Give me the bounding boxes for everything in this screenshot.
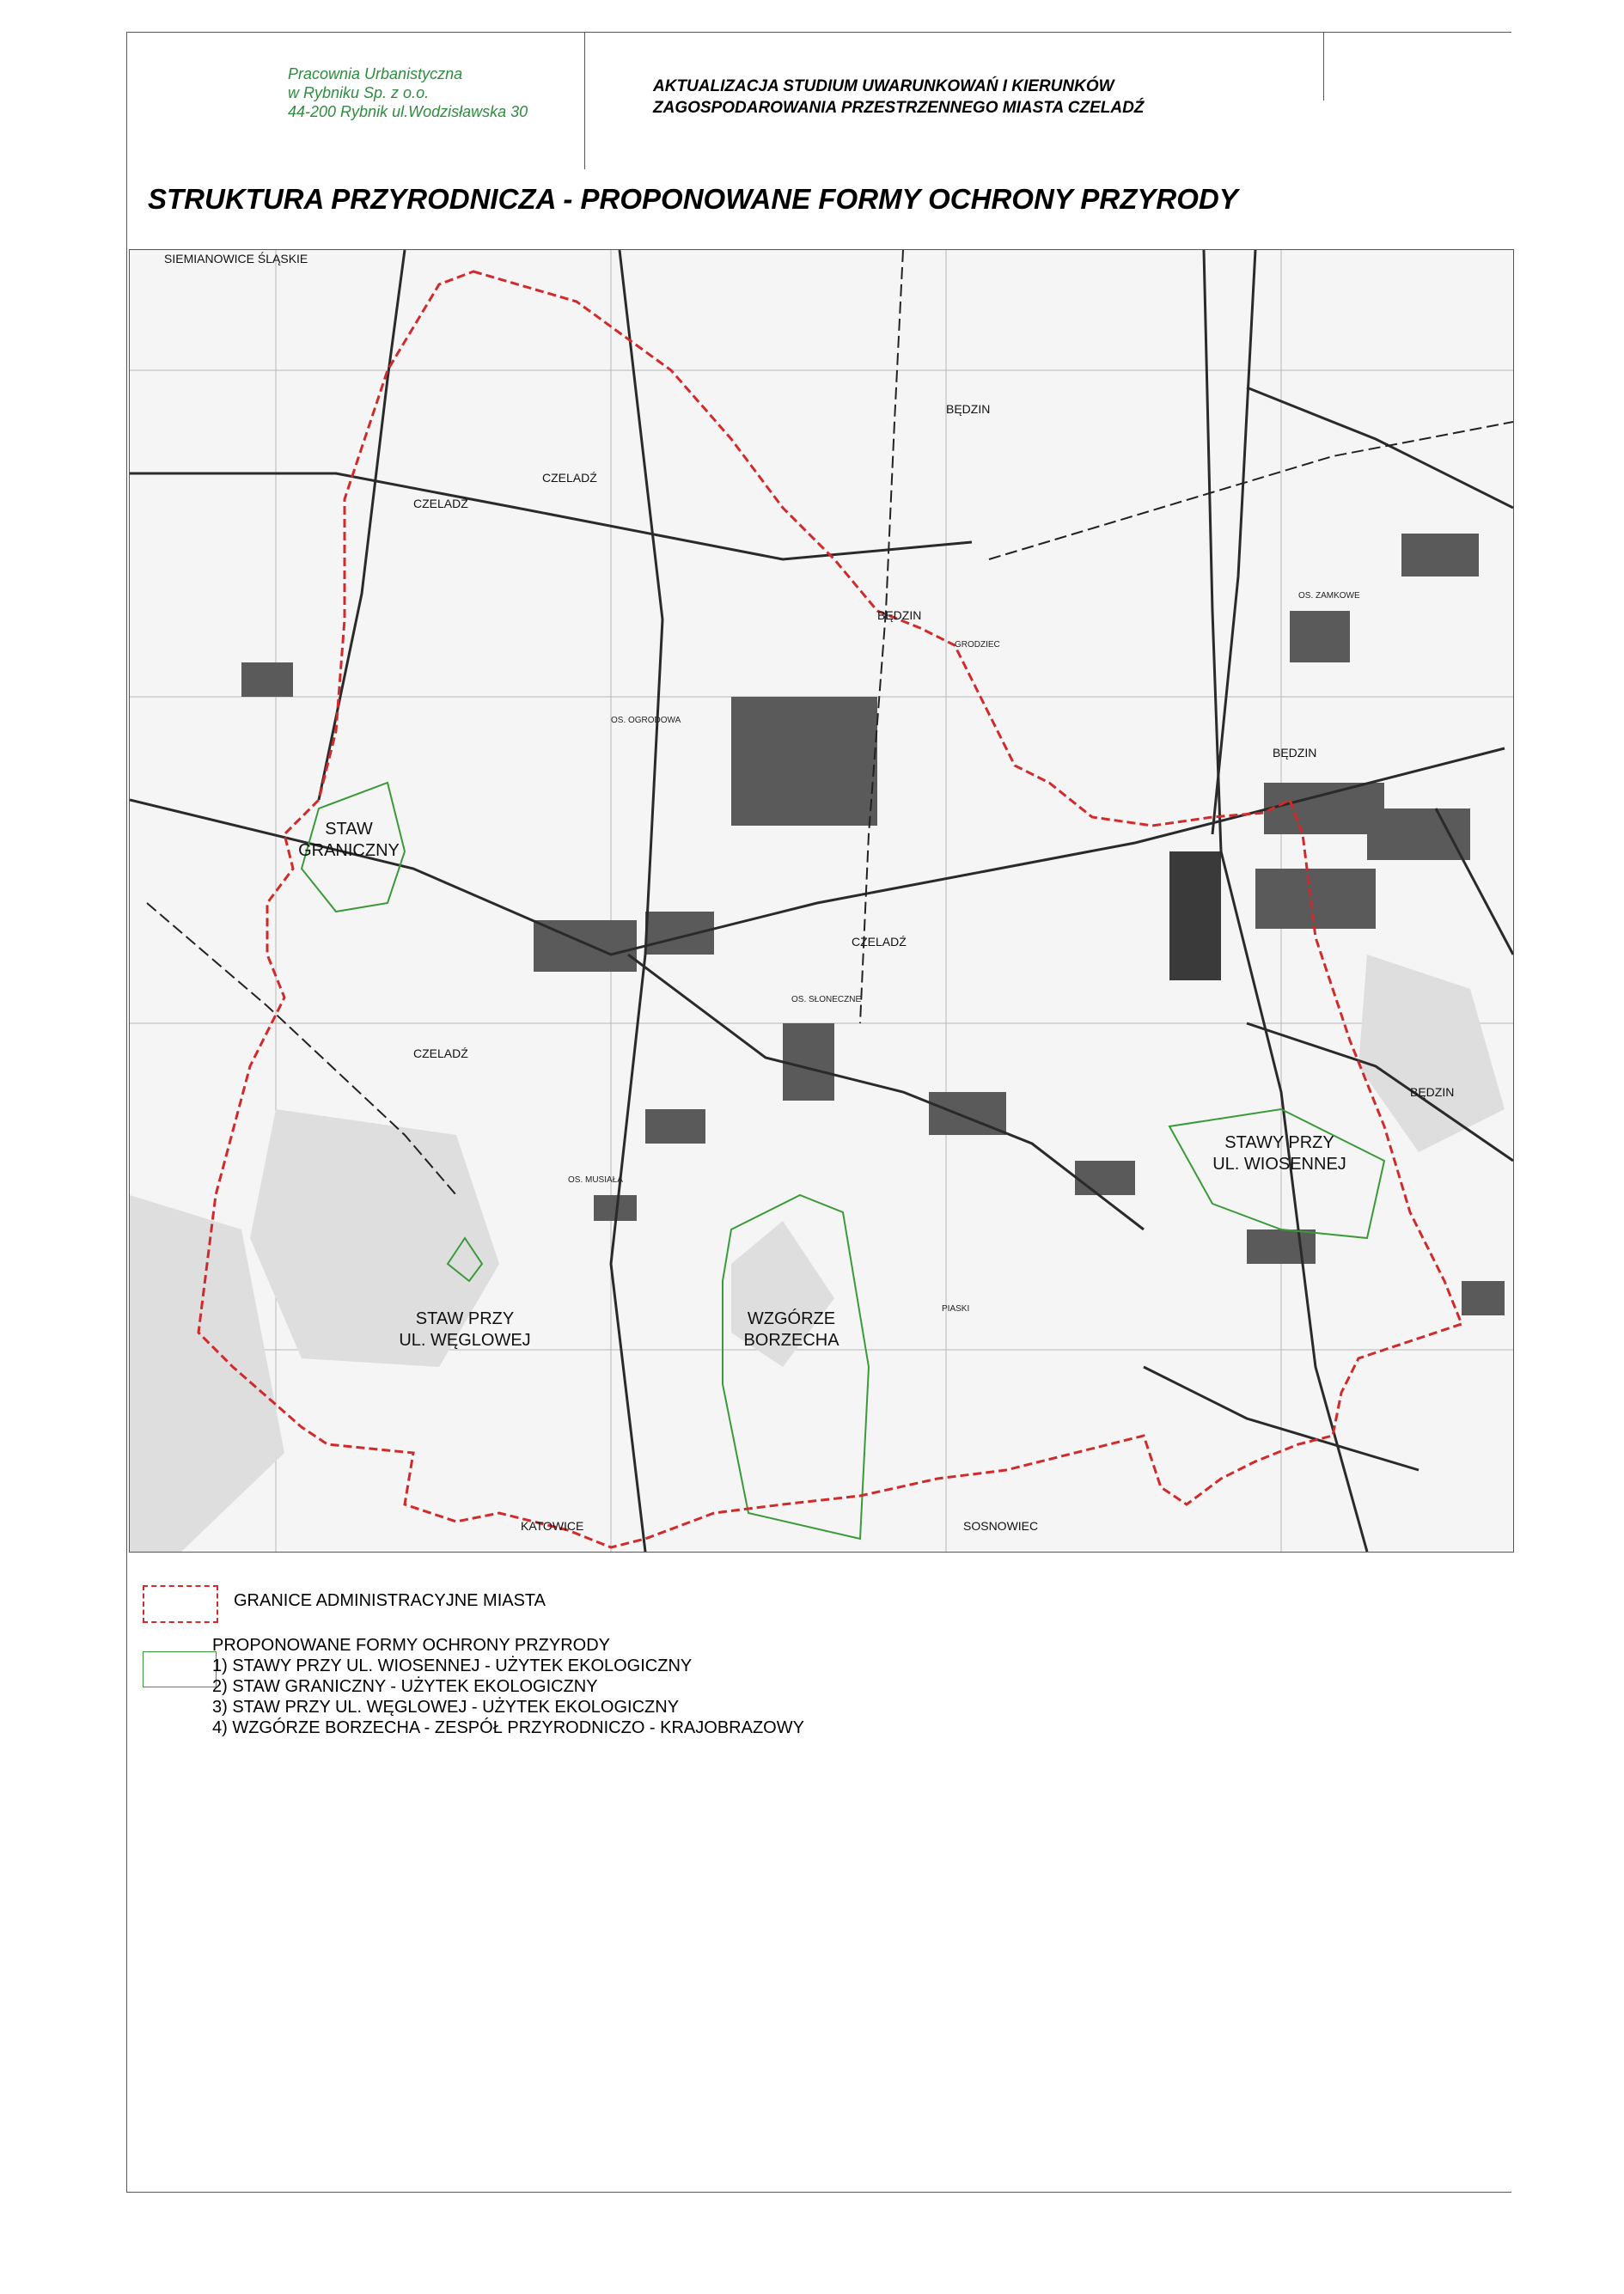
legend-boundary-swatch	[143, 1585, 218, 1623]
legend-protection-swatch	[143, 1651, 217, 1687]
sheet-frame-bottom	[126, 2192, 1511, 2193]
label-staw-weglowej-1: STAW PRZY	[415, 1309, 515, 1328]
sheet-frame-top	[126, 32, 1511, 33]
legend-boundary-label: GRANICE ADMINISTRACYJNE MIASTA	[234, 1591, 546, 1610]
label-piaski: PIASKI	[942, 1304, 970, 1314]
company-address	[288, 64, 528, 121]
company-line: 44-200 Rybnik ul.Wodzisławska 30	[288, 103, 528, 120]
project-line: ZAGOSPODAROWANIA PRZESTRZENNEGO MIASTA CZELADŹ	[653, 99, 1145, 117]
label-bedzin-se: BĘDZIN	[1410, 1085, 1455, 1099]
label-stawy-wiosennej-1: STAWY PRZY	[1224, 1133, 1334, 1152]
legend-protection-item: 2) STAW GRANICZNY - UŻYTEK EKOLOGICZNY	[212, 1677, 598, 1696]
label-wzgorze-borzecha-2: BORZECHA	[743, 1331, 839, 1350]
legend-protection-item: 1) STAWY PRZY UL. WIOSENNEJ - UŻYTEK EKOLOGICZNY	[212, 1656, 693, 1675]
label-czeladz-north: CZELADŹ	[542, 471, 597, 485]
project-line: AKTUALIZACJA STUDIUM UWARUNKOWAŃ I KIERUNKÓW	[653, 77, 1114, 95]
sheet-frame-left	[126, 32, 127, 2193]
label-sosnowiec: SOSNOWIEC	[963, 1519, 1039, 1533]
legend-protection-item: 3) STAW PRZY UL. WĘGLOWEJ - UŻYTEK EKOLOGICZNY	[212, 1698, 680, 1717]
label-os-zamkowe: OS. ZAMKOWE	[1298, 591, 1360, 601]
label-bedzin-mid: BĘDZIN	[877, 608, 922, 622]
label-katowice: KATOWICE	[521, 1519, 584, 1533]
label-czeladz-center: CZELADŹ	[852, 935, 907, 949]
legend-protection-item: 4) WZGÓRZE BORZECHA - ZESPÓŁ PRZYRODNICZO - KRAJOBRAZOWY	[212, 1718, 804, 1737]
label-grodziec: GRODZIEC	[955, 640, 1000, 650]
company-line: Pracownia Urbanistyczna	[288, 65, 463, 82]
label-staw-weglowej-2: UL. WĘGLOWEJ	[399, 1331, 531, 1350]
label-os-sloneczne: OS. SŁONECZNE	[791, 995, 862, 1004]
header-divider-right	[1323, 32, 1324, 101]
label-bedzin-north: BĘDZIN	[946, 402, 991, 416]
header-divider	[584, 32, 585, 169]
label-staw-graniczny-1: STAW	[325, 820, 373, 839]
label-siemianowice: SIEMIANOWICE ŚLĄSKIE	[164, 252, 308, 265]
project-title	[653, 76, 1144, 119]
label-czeladz-sw: CZELADŹ	[413, 1046, 468, 1060]
page-title: STRUKTURA PRZYRODNICZA - PROPONOWANE FORMY OCHRONY PRZYRODY	[148, 183, 1238, 215]
warehouse-building	[1169, 851, 1221, 980]
label-wzgorze-borzecha-1: WZGÓRZE	[747, 1309, 836, 1328]
label-stawy-wiosennej-2: UL. WIOSENNEJ	[1212, 1155, 1346, 1174]
company-line: w Rybniku Sp. z o.o.	[288, 84, 430, 101]
map-canvas	[130, 250, 1513, 1552]
legend-protection-title: PROPONOWANE FORMY OCHRONY PRZYRODY	[212, 1636, 611, 1655]
map-panel	[129, 249, 1514, 1553]
label-os-ogrodowa: OS. OGRODOWA	[611, 716, 681, 725]
label-os-musiala: OS. MUSIAŁA	[568, 1175, 623, 1185]
label-bedzin-east: BĘDZIN	[1273, 746, 1317, 760]
label-czeladz-nw: CZELADŹ	[413, 497, 468, 510]
label-staw-graniczny-2: GRANICZNY	[298, 841, 400, 860]
legend-protection-list	[212, 1656, 804, 1738]
